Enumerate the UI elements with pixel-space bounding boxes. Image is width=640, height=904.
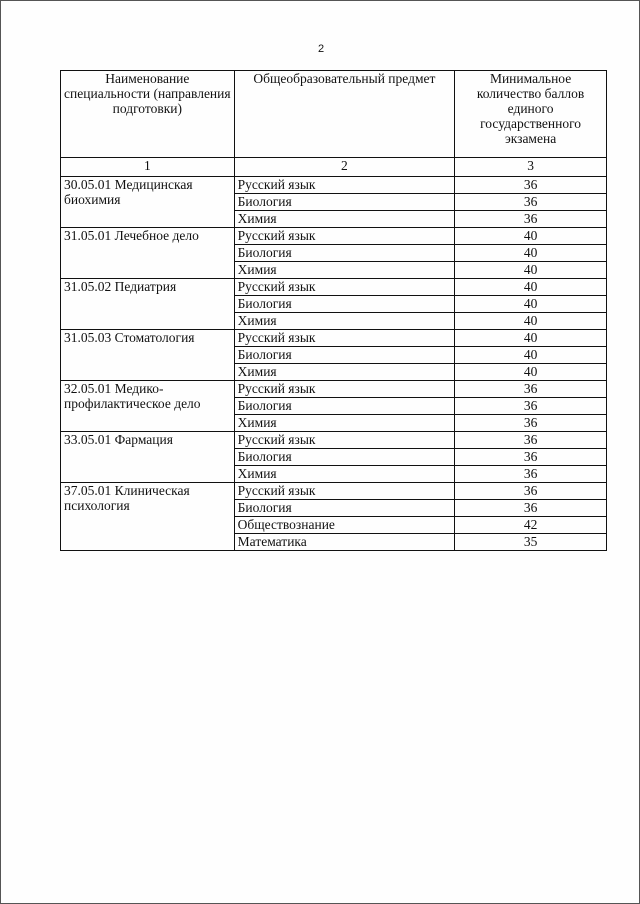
min-score: 40 (455, 296, 607, 313)
min-score: 40 (455, 262, 607, 279)
min-score: 36 (455, 211, 607, 228)
subject-name: Химия (234, 211, 454, 228)
min-score: 36 (455, 466, 607, 483)
min-score: 36 (455, 500, 607, 517)
subject-name: Русский язык (234, 381, 454, 398)
subject-name: Химия (234, 415, 454, 432)
column-number: 3 (455, 158, 607, 177)
min-score: 36 (455, 432, 607, 449)
subject-name: Биология (234, 398, 454, 415)
subject-name: Русский язык (234, 330, 454, 347)
table-row (61, 177, 607, 194)
min-score: 42 (455, 517, 607, 534)
subject-name: Русский язык (234, 177, 454, 194)
min-score: 35 (455, 534, 607, 551)
subject-name: Химия (234, 262, 454, 279)
table-header (61, 71, 607, 177)
header-min-score: Минимальное количество баллов единого государственного экзамена (455, 71, 607, 158)
min-score: 36 (455, 381, 607, 398)
min-score: 40 (455, 228, 607, 245)
min-score: 36 (455, 194, 607, 211)
min-score: 36 (455, 398, 607, 415)
table-row (61, 432, 607, 449)
min-score: 36 (455, 483, 607, 500)
min-score: 40 (455, 279, 607, 296)
specialty-name: 37.05.01 Клиническая психология (61, 483, 235, 551)
min-score: 36 (455, 449, 607, 466)
table-row (61, 381, 607, 398)
table-row (61, 330, 607, 347)
subject-name: Химия (234, 313, 454, 330)
subject-name: Химия (234, 364, 454, 381)
subject-name: Биология (234, 245, 454, 262)
specialty-name: 32.05.01 Медико-профилактическое дело (61, 381, 235, 432)
subject-name: Русский язык (234, 483, 454, 500)
table-row (61, 279, 607, 296)
specialty-name: 30.05.01 Медицинская биохимия (61, 177, 235, 228)
subject-name: Биология (234, 194, 454, 211)
column-number: 1 (61, 158, 235, 177)
header-subject: Общеобразовательный предмет (234, 71, 454, 158)
subject-name: Биология (234, 449, 454, 466)
subject-name: Русский язык (234, 228, 454, 245)
column-number: 2 (234, 158, 454, 177)
min-score: 40 (455, 313, 607, 330)
min-score: 40 (455, 245, 607, 262)
min-score: 36 (455, 177, 607, 194)
page-number: 2 (317, 43, 325, 55)
table-row (61, 228, 607, 245)
min-score: 40 (455, 364, 607, 381)
min-score: 40 (455, 330, 607, 347)
subject-name: Русский язык (234, 279, 454, 296)
subject-name: Химия (234, 466, 454, 483)
header-specialty: Наименование специальности (направления подготовки) (61, 71, 235, 158)
subject-name: Биология (234, 347, 454, 364)
specialty-name: 31.05.02 Педиатрия (61, 279, 235, 330)
specialty-name: 31.05.01 Лечебное дело (61, 228, 235, 279)
specialty-name: 31.05.03 Стоматология (61, 330, 235, 381)
subject-name: Обществознание (234, 517, 454, 534)
subject-name: Русский язык (234, 432, 454, 449)
table-row (61, 483, 607, 500)
subject-name: Биология (234, 500, 454, 517)
subject-name: Биология (234, 296, 454, 313)
min-score: 40 (455, 347, 607, 364)
exam-score-table (60, 70, 607, 551)
table-body (61, 177, 607, 551)
subject-name: Математика (234, 534, 454, 551)
specialty-name: 33.05.01 Фармация (61, 432, 235, 483)
min-score: 36 (455, 415, 607, 432)
